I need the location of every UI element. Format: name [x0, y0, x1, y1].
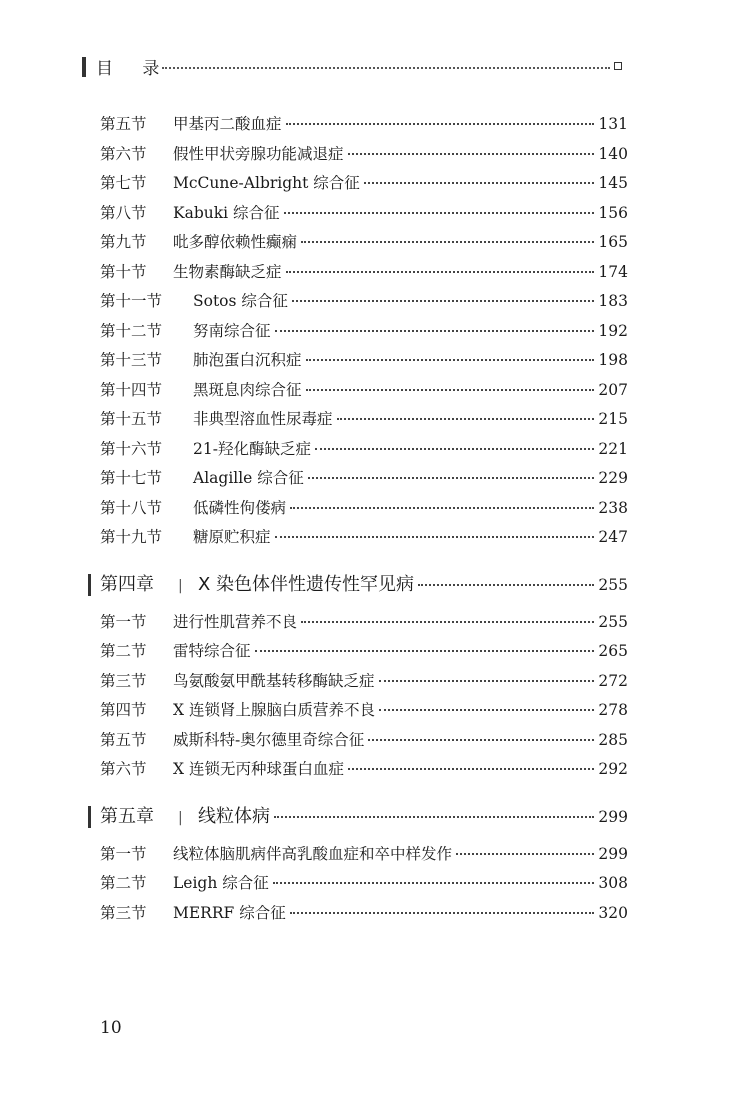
dot-leader — [306, 359, 595, 361]
toc-entry[interactable] — [100, 525, 628, 555]
section-title: Leigh 综合征 — [173, 874, 269, 892]
dot-leader — [337, 418, 595, 420]
chapter-label: 第四章 — [100, 573, 154, 595]
dot-leader — [273, 882, 595, 884]
section-title: 生物素酶缺乏症 — [173, 262, 282, 281]
page-number: 207 — [598, 380, 628, 399]
dot-leader — [301, 241, 594, 243]
page-number: 320 — [598, 903, 628, 922]
section-label: 第十二节 — [100, 321, 163, 340]
dot-leader — [368, 739, 594, 741]
section-label: 第十五节 — [100, 410, 163, 428]
section-title: 努南综合征 — [193, 321, 271, 340]
section-title: X 连锁肾上腺脑白质营养不良 — [173, 701, 375, 719]
section-title: 线粒体脑肌病伴高乳酸血症和卒中样发作 — [173, 844, 453, 863]
dot-leader — [306, 389, 595, 391]
dot-leader — [292, 300, 595, 302]
chapter-marker-bar — [88, 806, 91, 828]
toc-entry[interactable] — [100, 901, 628, 931]
section-title: 进行性肌营养不良 — [173, 612, 298, 631]
dot-leader — [255, 650, 595, 652]
toc-entry[interactable] — [100, 201, 628, 231]
toc-entry[interactable] — [100, 757, 628, 787]
toc-entry[interactable] — [100, 142, 628, 172]
page-number: 145 — [598, 174, 628, 192]
header-dotted-line — [162, 67, 610, 69]
chapter-heading-4[interactable] — [100, 570, 628, 600]
dot-leader — [290, 912, 595, 914]
page-number: 299 — [598, 844, 628, 863]
dot-leader — [379, 709, 594, 711]
toc-entry[interactable] — [100, 260, 628, 290]
table-of-contents — [100, 112, 628, 930]
header-title: 目 录 — [96, 59, 172, 79]
dot-leader — [348, 768, 594, 770]
toc-entry[interactable] — [100, 378, 628, 408]
dot-leader — [315, 448, 594, 450]
toc-entry[interactable] — [100, 348, 628, 378]
toc-entry[interactable] — [100, 112, 628, 142]
page-number: 299 — [598, 807, 628, 826]
dot-leader — [301, 621, 594, 623]
section-title: 糖原贮积症 — [193, 528, 271, 546]
toc-entry[interactable] — [100, 871, 628, 901]
dot-leader — [364, 182, 595, 184]
section-title: 黑斑息肉综合征 — [193, 380, 302, 399]
section-list-part1 — [100, 112, 628, 555]
toc-entry[interactable] — [100, 319, 628, 349]
section-label: 第十四节 — [100, 380, 163, 399]
footer-page-number: 10 — [100, 1018, 122, 1038]
toc-entry[interactable] — [100, 669, 628, 699]
section-label: 第一节 — [100, 844, 147, 863]
page-number: 198 — [598, 351, 628, 369]
chapter-separator: | — [178, 809, 183, 826]
dot-leader — [456, 853, 594, 855]
chapter-heading-5[interactable] — [100, 802, 628, 832]
section-title: 假性甲状旁腺功能减退症 — [173, 144, 344, 163]
dot-leader — [379, 680, 595, 682]
page-number: 183 — [598, 292, 628, 310]
dot-leader — [274, 816, 594, 818]
section-label: 第五节 — [100, 115, 147, 133]
section-list-chapter5 — [100, 842, 628, 931]
section-label: 第七节 — [100, 174, 147, 192]
page-number: 238 — [598, 498, 628, 517]
page-number: 265 — [598, 642, 628, 660]
toc-entry[interactable] — [100, 466, 628, 496]
toc-entry[interactable] — [100, 728, 628, 758]
page-header — [82, 54, 622, 80]
page-number: 221 — [598, 439, 628, 458]
page-number: 131 — [598, 115, 628, 133]
section-label: 第二节 — [100, 642, 147, 660]
chapter-title: X 染色体伴性遗传性罕见病 — [198, 573, 415, 595]
section-title: 21-羟化酶缺乏症 — [193, 439, 311, 458]
page-number: 140 — [598, 144, 628, 163]
section-label: 第九节 — [100, 233, 147, 251]
section-title: 低磷性佝偻病 — [193, 498, 287, 517]
chapter-marker-bar — [88, 574, 91, 596]
header-bar — [82, 57, 86, 77]
dot-leader — [348, 153, 595, 155]
section-label: 第一节 — [100, 612, 147, 631]
section-label: 第十九节 — [100, 528, 163, 546]
section-title: 鸟氨酸氨甲酰基转移酶缺乏症 — [173, 671, 375, 690]
page-number: 292 — [598, 760, 628, 778]
section-label: 第六节 — [100, 144, 147, 163]
section-label: 第六节 — [100, 760, 147, 778]
dot-leader — [290, 507, 594, 509]
dot-leader — [286, 123, 595, 125]
section-label: 第三节 — [100, 671, 147, 690]
section-label: 第十七节 — [100, 469, 163, 487]
page-number: 272 — [598, 671, 628, 690]
section-title: Alagille 综合征 — [193, 469, 304, 487]
toc-entry[interactable] — [100, 171, 628, 201]
page-number: 215 — [598, 410, 628, 428]
toc-entry[interactable] — [100, 407, 628, 437]
dot-leader — [275, 536, 595, 538]
dot-leader — [308, 477, 595, 479]
page-number: 308 — [598, 874, 628, 892]
section-list-chapter4 — [100, 610, 628, 787]
section-title: 威斯科特-奥尔德里奇综合征 — [173, 730, 365, 749]
section-title: 甲基丙二酸血症 — [173, 115, 282, 133]
section-title: X 连锁无丙种球蛋白血症 — [173, 760, 344, 778]
toc-entry[interactable] — [100, 639, 628, 669]
section-title: Sotos 综合征 — [193, 292, 288, 310]
section-title: Kabuki 综合征 — [173, 203, 280, 222]
section-label: 第五节 — [100, 730, 147, 749]
page-number: 278 — [598, 701, 628, 719]
dot-leader — [286, 271, 595, 273]
dot-leader — [418, 584, 594, 586]
dot-leader — [275, 330, 595, 332]
header-end-square — [614, 62, 622, 70]
toc-entry[interactable] — [100, 610, 628, 640]
chapter-separator: | — [178, 577, 183, 594]
section-title: 雷特综合征 — [173, 642, 251, 660]
section-label: 第四节 — [100, 701, 147, 719]
section-label: 第三节 — [100, 903, 147, 922]
page-number: 156 — [598, 203, 628, 222]
toc-entry[interactable] — [100, 289, 628, 319]
page-number: 255 — [598, 612, 628, 631]
page-number: 247 — [598, 528, 628, 546]
page-number: 165 — [598, 233, 628, 251]
section-title: 非典型溶血性尿毒症 — [193, 410, 333, 428]
section-label: 第八节 — [100, 203, 147, 222]
page-number: 174 — [598, 262, 628, 281]
chapter-title: 线粒体病 — [198, 805, 270, 827]
section-label: 第十三节 — [100, 351, 163, 369]
section-label: 第十节 — [100, 262, 147, 281]
toc-entry[interactable] — [100, 698, 628, 728]
section-title: 肺泡蛋白沉积症 — [193, 351, 302, 369]
toc-entry[interactable] — [100, 437, 628, 467]
section-label: 第十一节 — [100, 292, 163, 310]
page-number: 255 — [598, 575, 628, 594]
section-title: McCune-Albright 综合征 — [173, 174, 360, 192]
page-number: 229 — [598, 469, 628, 487]
toc-entry[interactable] — [100, 842, 628, 872]
section-title: MERRF 综合征 — [173, 903, 286, 922]
dot-leader — [284, 212, 595, 214]
page-number: 285 — [598, 730, 628, 749]
section-label: 第十六节 — [100, 439, 163, 458]
toc-entry[interactable] — [100, 230, 628, 260]
section-title: 吡多醇依赖性癫痫 — [173, 233, 298, 251]
chapter-label: 第五章 — [100, 805, 154, 827]
section-label: 第二节 — [100, 874, 147, 892]
toc-entry[interactable] — [100, 496, 628, 526]
page-number: 192 — [598, 321, 628, 340]
section-label: 第十八节 — [100, 498, 163, 517]
